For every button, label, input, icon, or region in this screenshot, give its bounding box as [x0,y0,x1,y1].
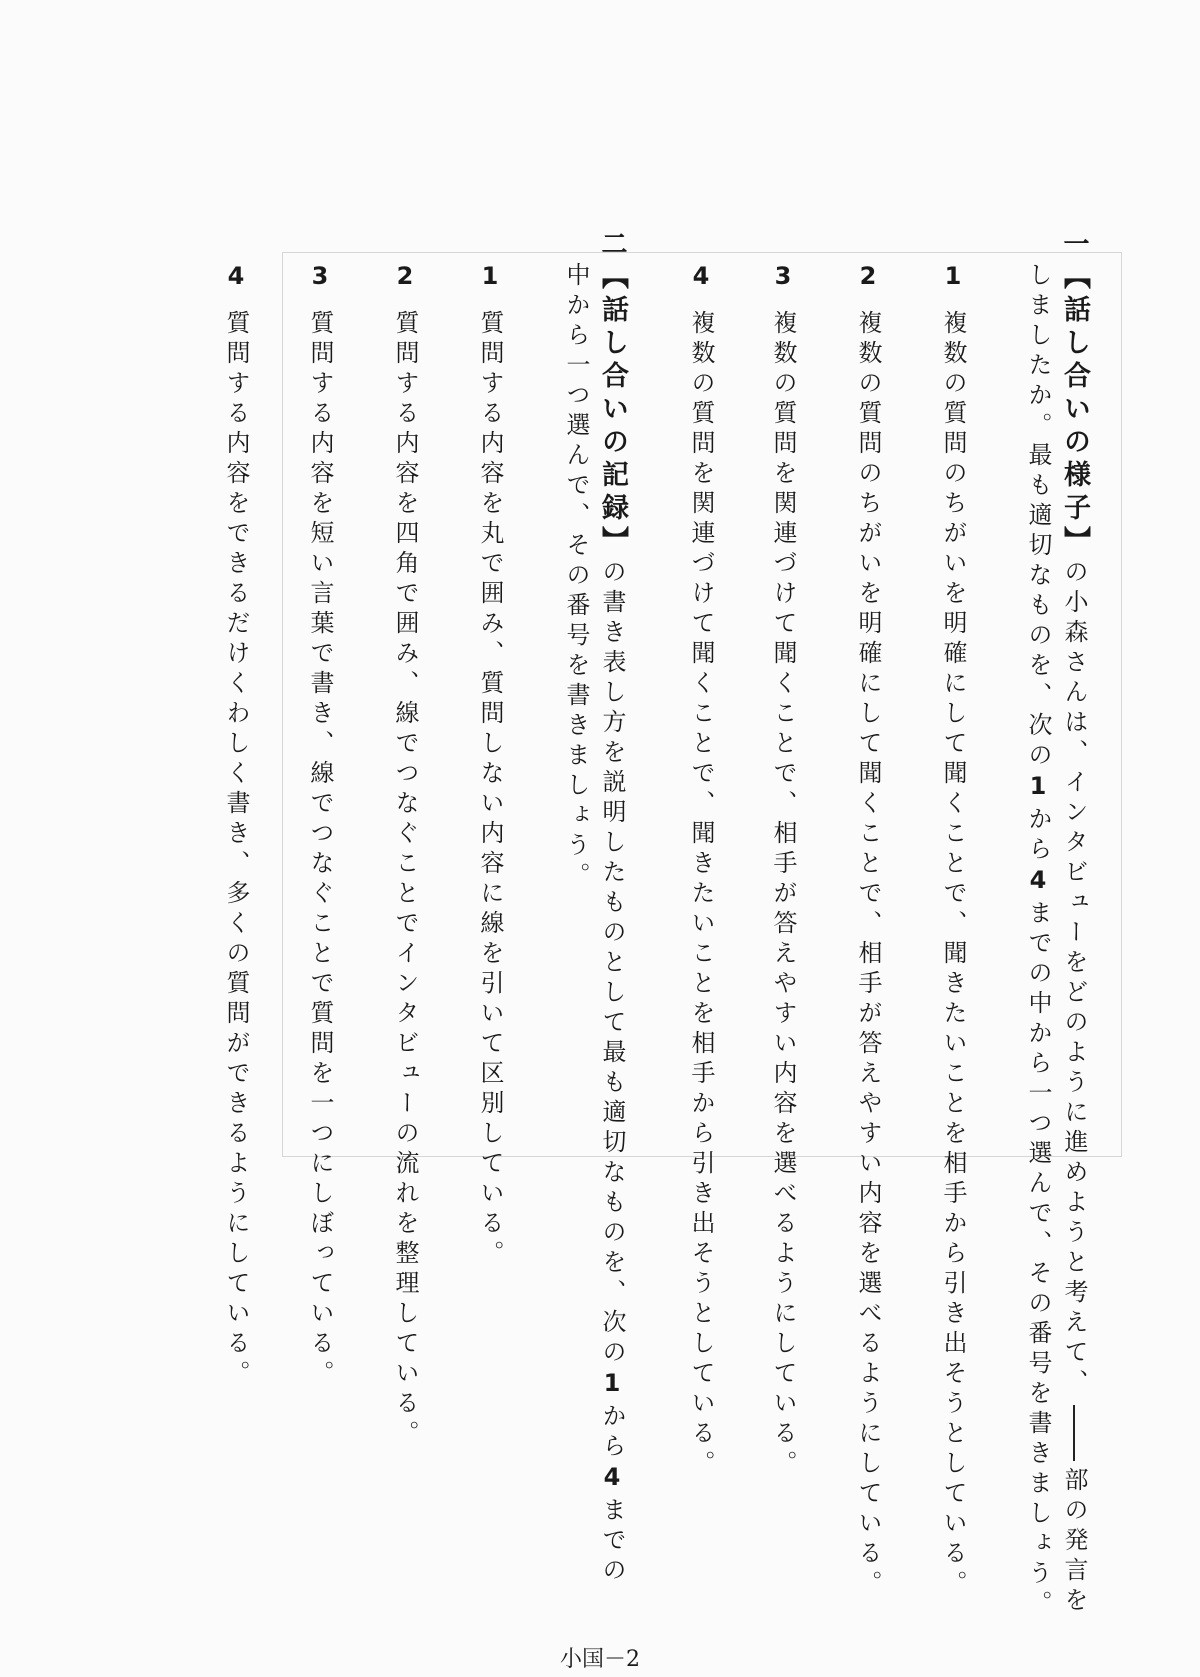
q1-underline-mark [1073,1405,1075,1461]
q2-lead-label: 【話し合いの記録】 [597,262,628,559]
q1-option-3 [771,262,795,1480]
q1-stem-line2 [1026,262,1050,1620]
q2-option-3-text: 質問する内容を短い言葉で書き、線でつなぐことで質問を一つにしぼっている。 [306,310,334,1390]
q2-stem-text2: 中から一つ選んで、その番号を書きましょう。 [562,262,590,892]
q1-stem-text2c: までの中から一つ選んで、その番号を書きましょう。 [1024,900,1052,1620]
q1-option-1-text: 複数の質問のちがいを明確にして聞くことで、聞きたいことを相手から引き出そうとしている。 [939,310,967,1600]
q2-stem-text1c: までの [598,1497,626,1587]
q1-stem-text2b: から [1024,806,1052,866]
q1-option-3-number: 3 [769,262,797,296]
q2-option-3-number: 3 [306,262,334,296]
q2-option-1-number: 1 [476,262,504,296]
q2-stem-num1: 1 [598,1369,626,1403]
q1-stem-text2a: しましたか。最も適切なものを、次の [1024,262,1052,772]
q2-option-2-number: 2 [391,262,419,296]
q1-option-4 [689,262,713,1480]
q1-option-2-number: 2 [854,262,882,296]
q1-lead-label: 【話し合いの様子】 [1059,262,1090,559]
q2-option-2-text: 質問する内容を四角で囲み、線でつなぐことでインタビューの流れを整理している。 [391,310,419,1450]
q1-stem-num2: 4 [1024,866,1052,900]
q1-stem-line1 [1061,230,1088,1617]
q2-option-1 [478,262,502,1270]
q1-option-3-text: 複数の質問を関連づけて聞くことで、相手が答えやすい内容を選べるようにしている。 [769,310,797,1480]
q1-option-2-text: 複数の質問のちがいを明確にして聞くことで、相手が答えやすい内容を選べるようにしている。 [854,310,882,1600]
q2-stem-line1 [599,230,626,1587]
q1-option-4-text: 複数の質問を関連づけて聞くことで、聞きたいことを相手から引き出そうとしている。 [687,310,715,1480]
q1-stem-tail: 部の発言を [1060,1467,1088,1617]
q1-option-1 [941,262,965,1600]
q2-stem-line2 [564,262,588,892]
q1-stem-text1: の小森さんは、インタビューをどのように進めようと考えて、 [1060,559,1088,1399]
q1-option-1-number: 1 [939,262,967,296]
q1-option-2 [856,262,880,1600]
q2-option-4 [224,262,248,1390]
q2-number: 二 [597,230,627,262]
q2-stem-num2: 4 [598,1463,626,1497]
q2-stem-text1a: の書き表し方を説明したものとして最も適切なものを、次の [598,559,626,1369]
q2-option-3 [308,262,332,1390]
page-number: 小国－2 [560,1647,640,1672]
q1-option-4-number: 4 [687,262,715,296]
q2-option-4-number: 4 [222,262,250,296]
q2-option-1-text: 質問する内容を丸で囲み、質問しない内容に線を引いて区別している。 [476,310,504,1270]
q1-number: 一 [1059,230,1089,262]
q2-option-2 [393,262,417,1450]
q2-stem-text1b: から [598,1403,626,1463]
q2-option-4-text: 質問する内容をできるだけくわしく書き、多くの質問ができるようにしている。 [222,310,250,1390]
q1-stem-num1: 1 [1024,772,1052,806]
